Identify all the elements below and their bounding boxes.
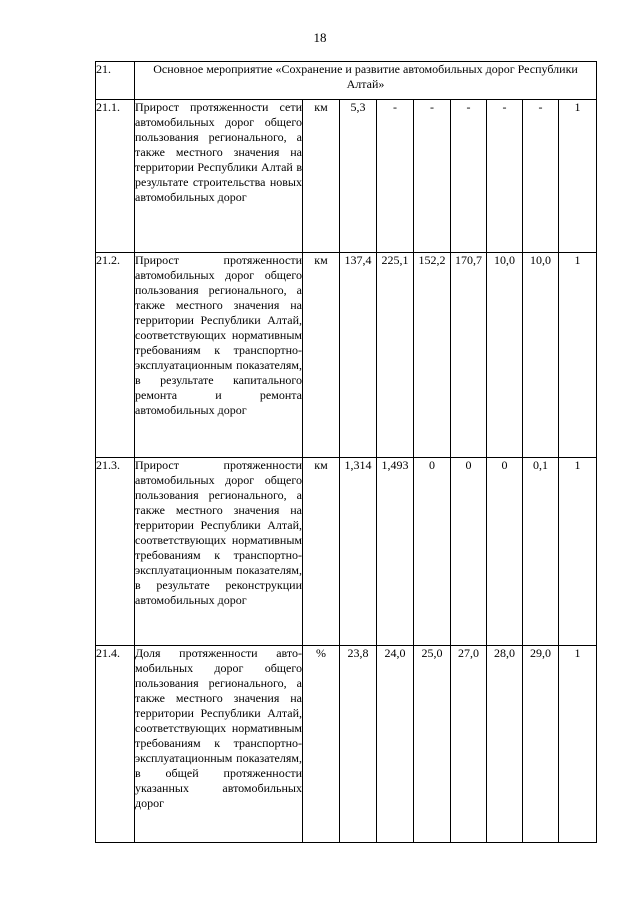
value-cell: 23,8	[340, 646, 377, 843]
value-cell: -	[414, 100, 451, 253]
value-cell: -	[523, 100, 559, 253]
section-row	[96, 62, 597, 100]
section-title: Основное мероприятие «Сохранение и развитие автомобильных дорог Республики Алтай»	[135, 62, 597, 100]
page-number: 18	[313, 30, 327, 45]
value-cell: 5,3	[340, 100, 377, 253]
value-cell: 25,0	[414, 646, 451, 843]
unit-cell: км	[303, 253, 340, 458]
value-cell: -	[377, 100, 414, 253]
table-row	[96, 458, 597, 646]
table-row	[96, 646, 597, 843]
row-number: 21.1.	[96, 100, 135, 253]
value-cell: 1,314	[340, 458, 377, 646]
row-number: 21.2.	[96, 253, 135, 458]
value-cell: 24,0	[377, 646, 414, 843]
row-number: 21.3.	[96, 458, 135, 646]
value-cell: 0	[451, 458, 487, 646]
indicator-description: Прирост протяженности сети автомобильных дорог общего пользования регионального, а также местного значения на территории Республики Алтай в результате строительства новых автомобильных дорог	[135, 100, 303, 253]
value-cell: 0	[414, 458, 451, 646]
table-row	[96, 253, 597, 458]
indicator-description: Прирост протяженности автомобильных дорог общего пользования регионального, а также местного значения на территории Республики Алтай, соответствующих нормативным требованиям к транспортно-эксплуатационным показателям, в результате капитального ремонта и ремонта автомобильных дорог	[135, 253, 303, 458]
indicator-description: Доля протяженности автомобильных дорог общего пользования регионального, а также местного значения на территории Республики Алтай, соответствующих нормативным требованиям к транспортно-эксплуатационным показателям, в общей протяженности указанных автомобильных дорог	[135, 646, 303, 843]
value-cell: 28,0	[487, 646, 523, 843]
value-cell: -	[451, 100, 487, 253]
last-column-cell: 1	[559, 458, 597, 646]
table-row	[96, 100, 597, 253]
value-cell: 27,0	[451, 646, 487, 843]
value-cell: 29,0	[523, 646, 559, 843]
value-cell: 0,1	[523, 458, 559, 646]
last-column-cell: 1	[559, 100, 597, 253]
section-number: 21.	[96, 62, 135, 100]
value-cell: 1,493	[377, 458, 414, 646]
last-column-cell: 1	[559, 646, 597, 843]
value-cell: 10,0	[487, 253, 523, 458]
indicator-description: Прирост протяженности автомобильных дорог общего пользования регионального, а также местного значения на территории Республики Алтай, соответствующих нормативным требованиям к транспортно-эксплуатационным показателям, в результате реконструкции автомобильных дорог	[135, 458, 303, 646]
value-cell: 0	[487, 458, 523, 646]
value-cell: 137,4	[340, 253, 377, 458]
unit-cell: %	[303, 646, 340, 843]
value-cell: 170,7	[451, 253, 487, 458]
unit-cell: км	[303, 100, 340, 253]
value-cell: -	[487, 100, 523, 253]
value-cell: 225,1	[377, 253, 414, 458]
value-cell: 10,0	[523, 253, 559, 458]
row-number: 21.4.	[96, 646, 135, 843]
last-column-cell: 1	[559, 253, 597, 458]
indicators-table	[95, 61, 597, 843]
unit-cell: км	[303, 458, 340, 646]
value-cell: 152,2	[414, 253, 451, 458]
